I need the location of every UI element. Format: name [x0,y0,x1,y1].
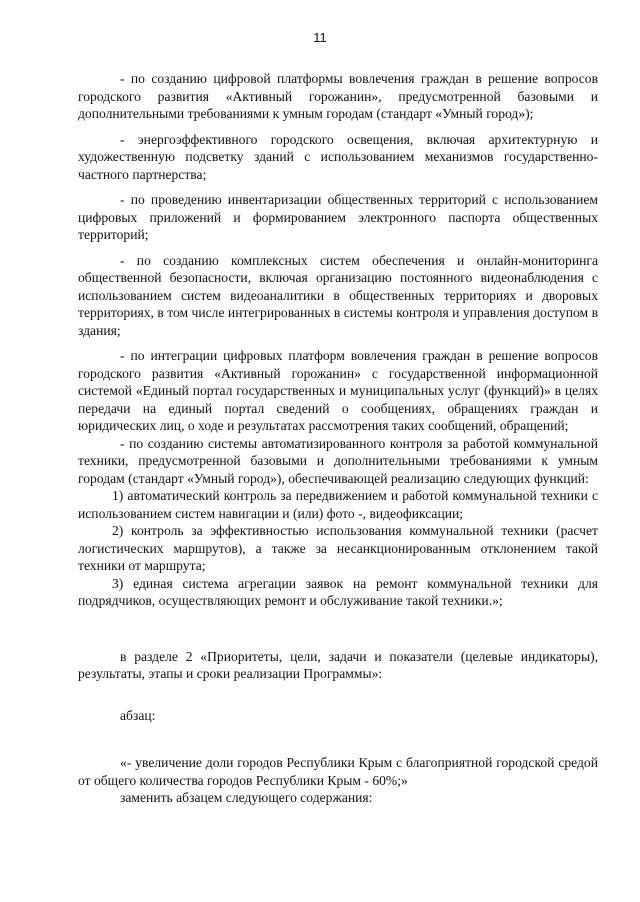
paragraph-digital-platform: - по созданию цифровой платформы вовлечения граждан в решение вопросов городского развития «Активный горожанин», предусмотренной базовыми и дополнительными требованиями к умным городам (стандарт «Умный город»); [78,71,598,121]
paragraph-municipal-control: - по созданию системы автоматизированного контроля за работой коммунальной техники, предусмотренной базовыми и дополнительными требованиями к умным городам (стандарт «Умный город»), обеспечивающей реализацию следующих функций: [78,435,598,486]
paragraph-inventory: - по проведению инвентаризации общественных территорий с использованием цифровых приложений и формированием электронного паспорта общественных территорий; [78,192,598,242]
list-item-1: 1) автоматический контроль за передвижением и работой коммунальной техники с использованием систем навигации и (или) фото -, видеофиксации; [78,488,598,521]
paragraph-quoted-old: «- увеличение доли городов Республики Крым с благоприятной городской средой от общего количества городов Республики Крым - 60%;» [78,755,598,788]
paragraph-abzac-label: абзац: [120,707,156,723]
list-item-2: 2) контроль за эффективностью использования коммунальной техники (расчет логистических маршрутов), а также за несанкционированным отклонением такой техники от маршрута; [78,523,598,573]
paragraph-replace: заменить абзацем следующего содержания: [120,790,373,805]
paragraph-section-2: в разделе 2 «Приоритеты, цели, задачи и показатели (целевые индикаторы), результаты, этапы и сроки реализации Программы»: [78,648,598,681]
paragraph-integration: - по интеграции цифровых платформ вовлечения граждан в решение вопросов городского развития «Активный горожанин» с государственной информационной системой «Единый портал государственных и муниципальных услуг (функций)» в целях передачи на единый портал сведений о сообщениях, обращениях граждан и юридических лиц, о ходе и результатах рассмотрения таких сообщений, обращений; [78,348,598,433]
paragraph-security: - по созданию комплексных систем обеспечения и онлайн-мониторинга общественной безопасности, включая организацию постоянного видеонаблюдения с использованием систем видеоаналитики в общественных территориях и дворовых территориях, в том числе интегрированных в системы контроля и управления доступом в здания; [78,252,598,338]
paragraph-lighting: - энергоэффективного городского освещения, включая архитектурную и художественную подсветку зданий с использованием механизмов государственно-частного партнерства; [78,131,598,182]
document-body [78,70,598,807]
list-item-3: 3) единая система агрегации заявок на ремонт коммунальной техники для подрядчиков, осуществляющих ремонт и обслуживание такой техники.»; [78,575,598,608]
page-number: 11 [313,30,327,45]
